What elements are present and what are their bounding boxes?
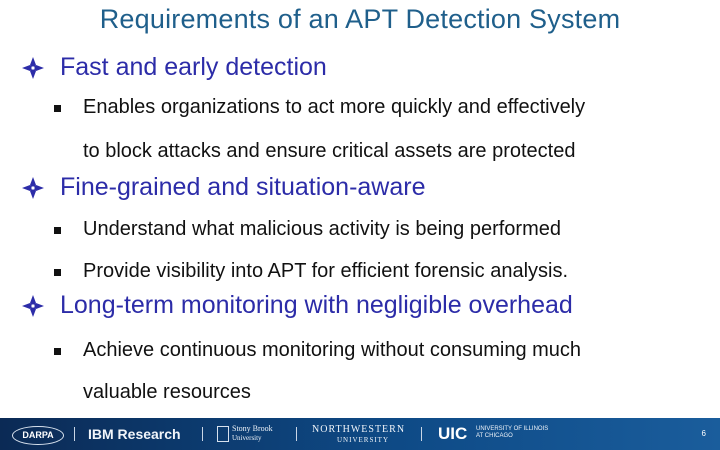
section-heading-label: Long-term monitoring with negligible overhead: [60, 291, 573, 319]
bullet-item: [54, 96, 585, 119]
stony-brook-logo-line2: University: [232, 434, 262, 442]
bullet-item: [54, 339, 581, 362]
slide-title: Requirements of an APT Detection System: [99, 4, 621, 34]
uic-logo-line2: AT CHICAGO: [476, 433, 513, 439]
bullet-item: [54, 260, 568, 283]
page-number: 6: [701, 429, 706, 438]
section-heading-fine-grained: [22, 173, 426, 202]
divider: [202, 427, 203, 441]
diamond-star-icon: [22, 295, 44, 317]
bullet-item: [54, 218, 561, 241]
divider: [74, 427, 75, 441]
bullet-text: Understand what malicious activity is being performed: [83, 218, 561, 240]
footer-logo-bar: [0, 418, 720, 450]
stony-brook-shield-icon: [217, 426, 229, 442]
bullet-continuation: to block attacks and ensure critical assets are protected: [83, 140, 576, 162]
bullet-text: Provide visibility into APT for efficient forensic analysis.: [83, 260, 569, 282]
section-heading-fast-detection: [22, 53, 327, 82]
bullet-text: Achieve continuous monitoring without consuming much: [83, 339, 582, 361]
square-bullet-icon: [54, 105, 61, 112]
northwestern-logo-line2: UNIVERSITY: [337, 436, 389, 444]
diamond-star-icon: [22, 177, 44, 199]
northwestern-logo-line1: NORTHWESTERN: [312, 424, 406, 435]
diamond-star-icon: [22, 57, 44, 79]
section-heading-label: Fine-grained and situation-aware: [60, 173, 426, 201]
square-bullet-icon: [54, 269, 61, 276]
divider: [421, 427, 422, 441]
square-bullet-icon: [54, 227, 61, 234]
divider: [296, 427, 297, 441]
uic-logo: UIC: [438, 424, 468, 443]
bullet-text: Enables organizations to act more quickly and effectively: [83, 96, 586, 118]
section-heading-label: Fast and early detection: [60, 53, 327, 81]
uic-logo-line1: UNIVERSITY OF ILLINOIS: [476, 426, 549, 432]
bullet-continuation: valuable resources: [83, 381, 251, 403]
darpa-logo: DARPA: [12, 426, 64, 445]
stony-brook-logo-line1: Stony Brook: [232, 424, 273, 433]
section-heading-long-term: [22, 291, 573, 320]
ibm-research-logo: IBM Research: [88, 426, 181, 442]
square-bullet-icon: [54, 348, 61, 355]
